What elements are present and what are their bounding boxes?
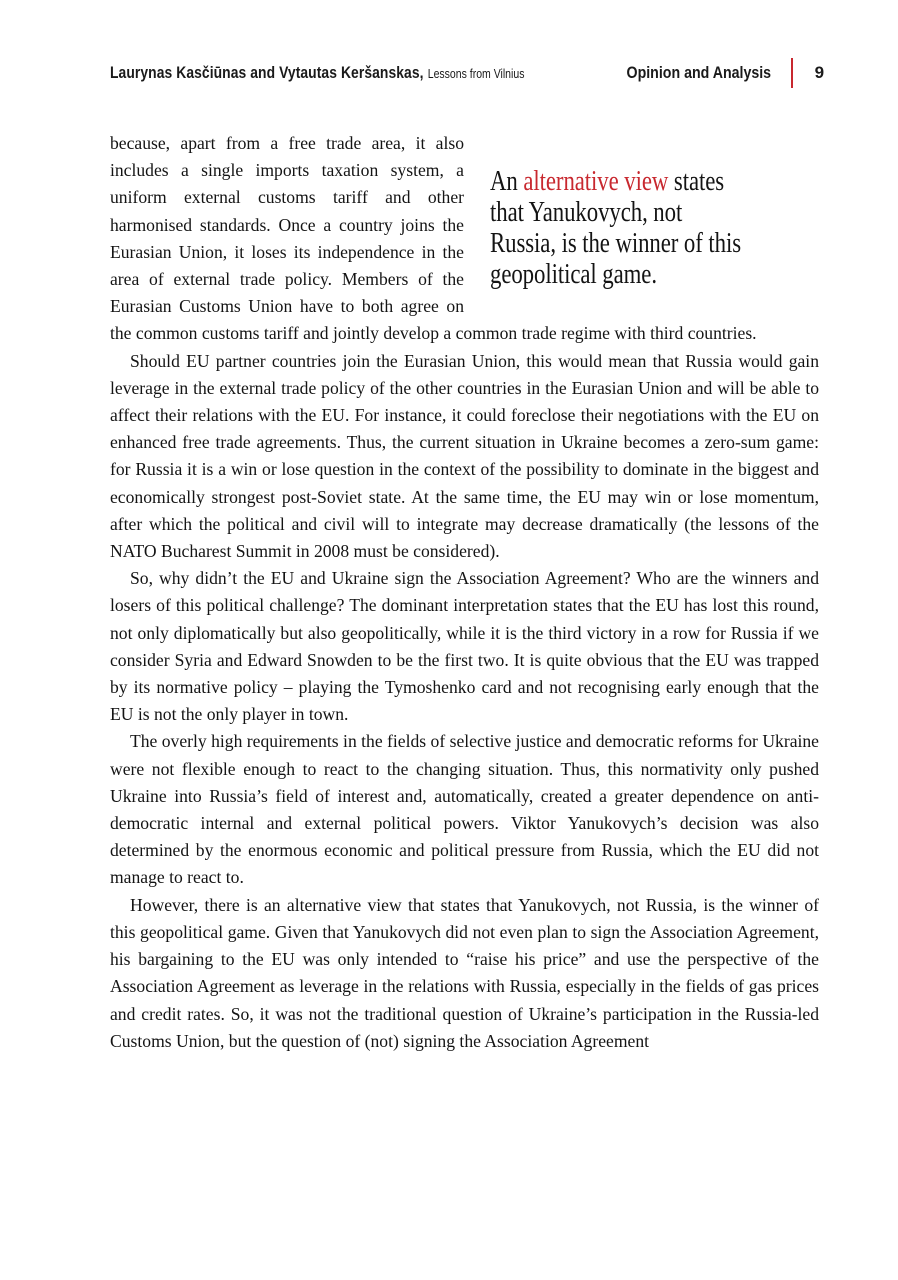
header-section-label: Opinion and Analysis (626, 63, 772, 82)
body-text-column (110, 130, 819, 1055)
paragraph: The overly high requirements in the fields of selective justice and democratic reforms for Ukraine were not flexible enough to react to the changing situation. Thus, this normativity only pushed Ukraine into Russia’s field of interest and, automatically, created a greater dependence on anti-democratic internal and external political powers. Viktor Yanukovych’s decision was also determined by the enormous economic and political pressure from Russia, which the EU did not manage to react to. (110, 731, 819, 888)
pull-quote-text-after: states that Yanukovych, not Russia, is the winner of this geopolitical game. (490, 166, 741, 290)
paragraph: Should EU partner countries join the Eurasian Union, this would mean that Russia would gain leverage in the external trade policy of the other countries in the Eurasian Union and will be able to affect their relations with the EU. For instance, it could foreclose their negotiations with the EU on enhanced free trade agreements. Thus, the current situation in Ukraine becomes a zero-sum game: for Russia it is a win or lose question in the context of the possibility to dominate in the biggest and economically strongest post-Soviet state. At the same time, the EU may win or lose momentum, after which the political and civil will to integrate may decrease dramatically (the lessons of the NATO Bucharest Summit in 2008 must be considered). (110, 350, 819, 562)
paragraph: So, why didn’t the EU and Ukraine sign the Association Agreement? Who are the winners and losers of this political challenge? The dominant interpretation states that the EU has lost this round, not only diplomatically but also geopolitically, while it is the third victory in a row for Russia if we consider Syria and Edward Snowden to be the first two. It is quite obvious that the EU was trapped by its normative policy – playing the Tymoshenko card and not recognising early enough that the EU is not the only player in town. (110, 568, 819, 725)
header-right-group (603, 58, 824, 88)
pull-quote-text-before: An (490, 166, 524, 197)
running-header (110, 58, 825, 88)
header-article-title: Lessons from Vilnius (427, 66, 525, 81)
paragraph: However, there is an alternative view that states that Yanukovych, not Russia, is the winner of this geopolitical game. Given that Yanukovych did not even plan to sign the Association Agreement, his bargaining to the EU was only intended to “raise his price” and use the perspective of the Association Agreement as leverage in the relations with Russia, especially in the fields of gas prices and credit rates. So, it was not the traditional question of Ukraine’s participation in the Russia-led Customs Union, but the question of (not) signing the Association Agreement (110, 894, 819, 1051)
header-left-group (110, 64, 524, 83)
pull-quote-accent-text: alternative view (523, 166, 669, 197)
pull-quote (490, 166, 753, 290)
header-authors: Laurynas Kasčiūnas and Vytautas Keršanskas, (110, 63, 424, 82)
header-divider-rule (791, 58, 793, 88)
paragraph-continued: because, apart from a free trade area, it also includes a single imports taxation system, a uniform external customs tariff and other harmonised standards. Once a country joins the Eurasian Union, it loses its independence in the area of external trade policy. Members of the Eurasian Customs Union have to both agree on the common customs tariff and jointly develop a common trade regime with third countries. (110, 133, 757, 344)
page-number: 9 (814, 63, 825, 82)
